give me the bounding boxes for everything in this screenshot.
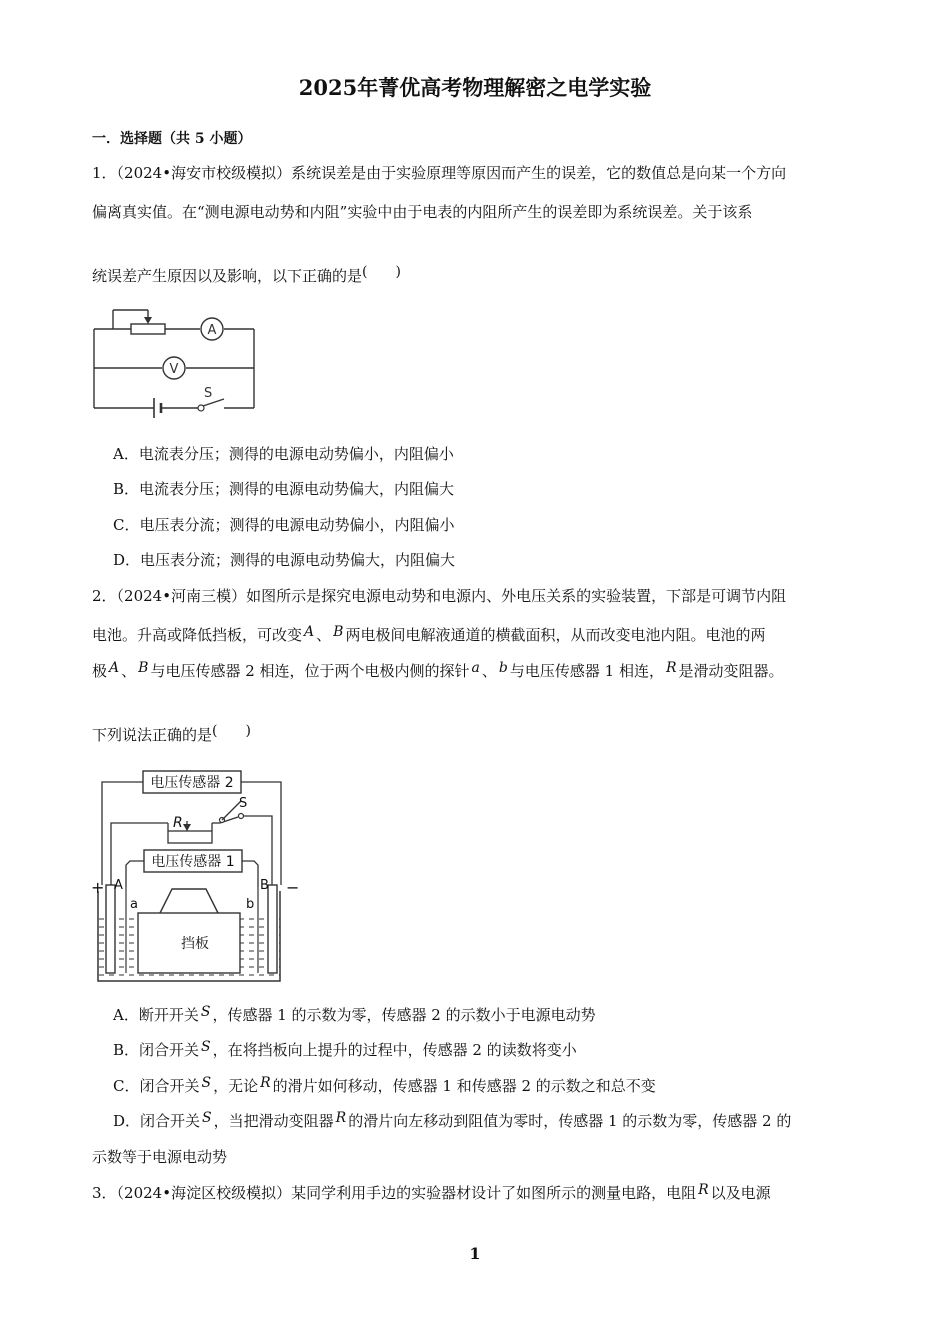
q2-line-2: 电池。升高或降低挡板，可改变 A 、 B 两电极间电解液通道的横截面积，从而改变电池内阻。电池的两	[92, 624, 766, 644]
rheostat-label: R	[173, 815, 183, 831]
plus-sign: +	[91, 878, 105, 897]
q2-option-d-continued: 示数等于电源电动势	[92, 1148, 228, 1166]
q2-line-3: 极 A 、 B 与电压传感器 2 相连，位于两个电极内侧的探针 a 、 b 与电压传感器 1 相连， R 是滑动变阻器。	[92, 660, 784, 680]
page-title: 2025年菁优高考物理解密之电学实验	[298, 75, 652, 100]
baffle-label: 挡板	[181, 936, 209, 952]
switch-s-label: S	[239, 796, 248, 811]
rheostat	[168, 831, 212, 843]
battery-icon	[154, 398, 161, 418]
probe-b-label: b	[246, 897, 255, 912]
q2-option-d: D．闭合开关 S ，当把滑动变阻器 R 的滑片向左移动到阻值为零时，传感器 1 的示数为零，传感器 2 的	[113, 1110, 792, 1130]
sensor-2-label: 电压传感器 2	[150, 775, 234, 791]
q2-line-4: 下列说法正确的是( )	[92, 723, 251, 744]
q1-line-1: 1．（2024•海安市校级模拟）系统误差是由于实验原理等原因而产生的误差，它的数值总是向某一个方向	[92, 164, 787, 182]
section-heading: 一．选择题（共 5 小题）	[92, 131, 252, 147]
q1-circuit-diagram	[88, 303, 268, 421]
electrode-b	[268, 885, 277, 973]
electrode-a-label: A	[114, 878, 123, 893]
q2-option-b: B．闭合开关 S ，在将挡板向上提升的过程中，传感器 2 的读数将变小	[113, 1039, 577, 1059]
ammeter-label: A	[207, 323, 217, 338]
q1-line-3: 统误差产生原因以及影响，以下正确的是( )	[92, 264, 401, 285]
q1-line-2: 偏离真实值。在“测电源电动势和内阻”实验中由于电表的内阻所产生的误差即为系统误差。关于该系	[92, 203, 753, 221]
q2-line-1: 2．（2024•河南三模）如图所示是探究电源电动势和电源内、外电压关系的实验装置，下部是可调节内阻	[92, 587, 787, 605]
q2-option-a: A．断开开关 S ，传感器 1 的示数为零，传感器 2 的示数小于电源电动势	[113, 1004, 596, 1024]
voltmeter-label: V	[169, 362, 179, 377]
answer-paren: ( )	[212, 723, 251, 739]
probe-a-label: a	[130, 897, 138, 912]
page-number: 1	[469, 1244, 481, 1263]
answer-paren: ( )	[362, 264, 401, 280]
q1-option-c: C．电压表分流；测得的电源电动势偏小，内阻偏小	[113, 516, 455, 534]
q1-option-b: B．电流表分压；测得的电源电动势偏大，内阻偏大	[113, 480, 455, 498]
q1-option-a: A．电流表分压；测得的电源电动势偏小，内阻偏小	[113, 445, 454, 463]
electrode-a	[106, 885, 115, 973]
q2-option-c: C．闭合开关 S ，无论 R 的滑片如何移动，传感器 1 和传感器 2 的示数之和总不变	[113, 1075, 656, 1095]
q3-line-1: 3．（2024•海淀区校级模拟）某同学利用手边的实验器材设计了如图所示的测量电路，电阻 R 以及电源	[92, 1182, 771, 1202]
electrode-b-label: B	[260, 878, 269, 893]
q1-option-d: D．电压表分流；测得的电源电动势偏大，内阻偏大	[113, 551, 456, 569]
minus-sign: −	[286, 878, 300, 897]
switch-label: S	[204, 386, 213, 401]
q2-apparatus-diagram	[88, 763, 304, 989]
sensor-1-label: 电压传感器 1	[151, 854, 235, 870]
